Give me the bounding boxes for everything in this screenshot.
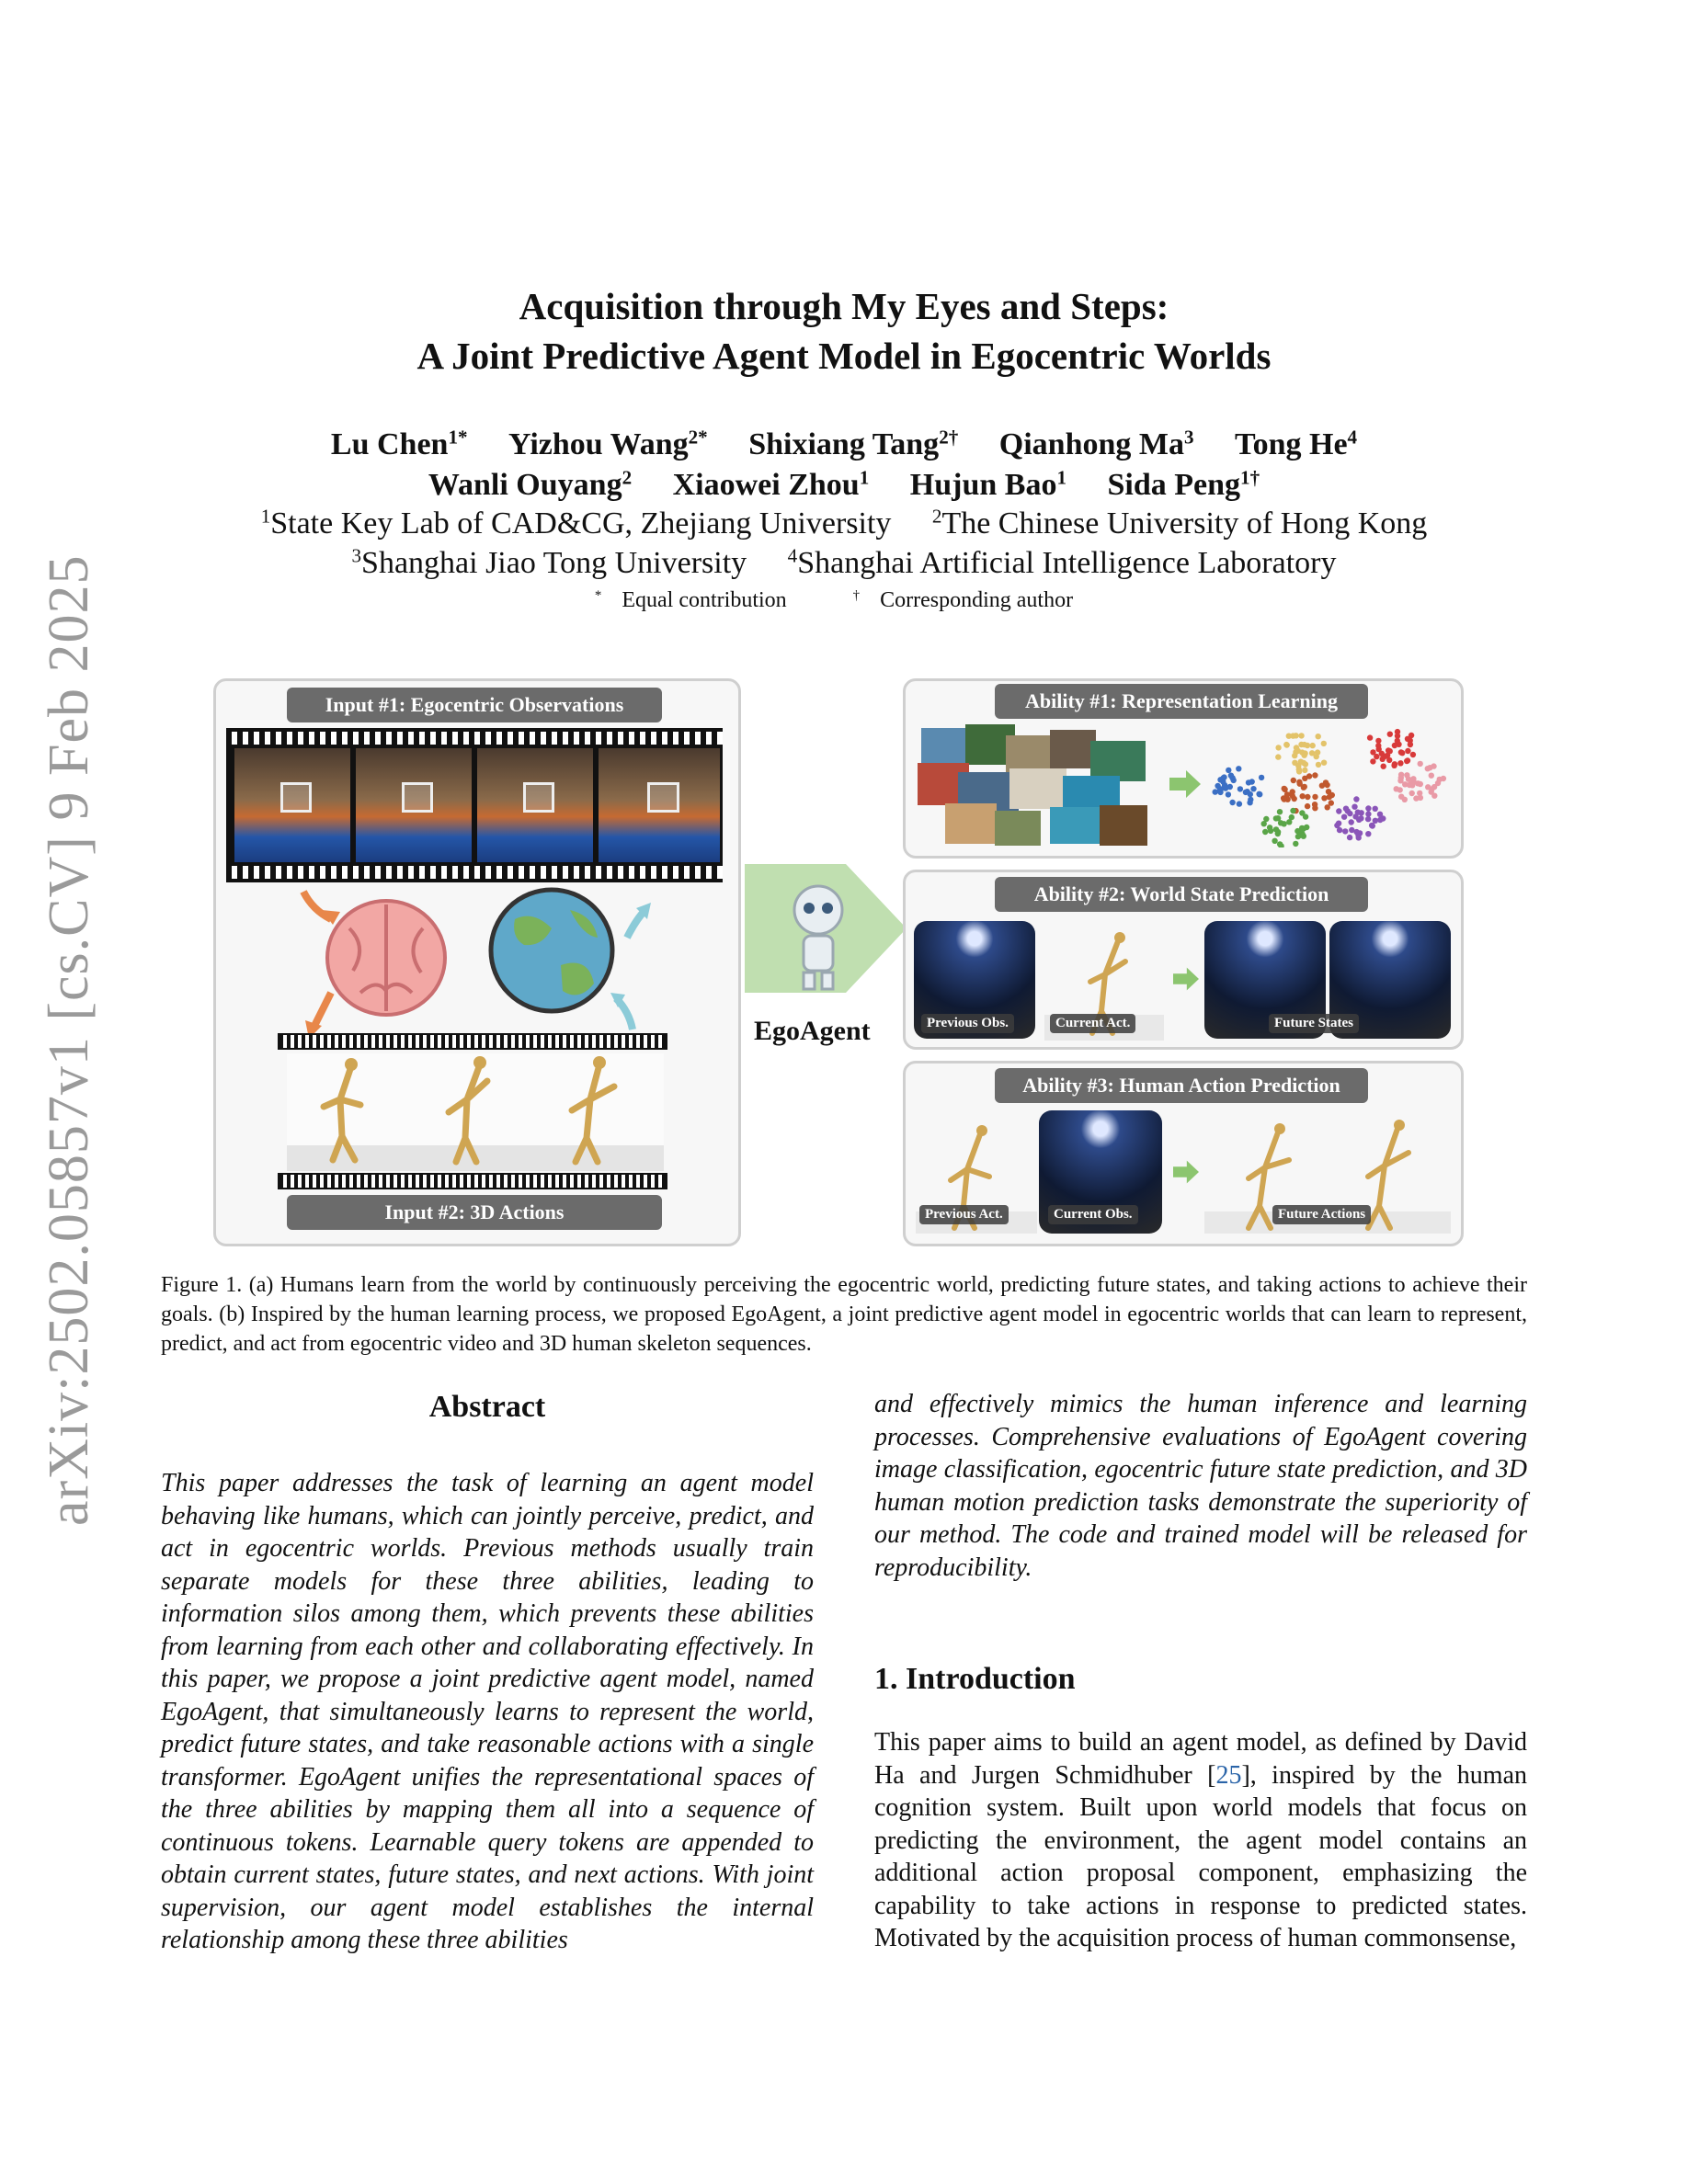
cluster-point xyxy=(1352,813,1358,819)
cluster-point xyxy=(1352,804,1357,810)
cluster-point xyxy=(1243,790,1249,795)
globe-icon xyxy=(491,890,612,1011)
cluster-point xyxy=(1305,803,1310,809)
video-frame xyxy=(474,748,593,862)
future-actions-label: Future Actions xyxy=(1272,1205,1371,1224)
cluster-point xyxy=(1293,733,1298,738)
figure-caption: Figure 1. (a) Humans learn from the world by continuously perceiving the egocentric world, predicting future states, and taking actions to achieve their goals. (b) Inspired by the human learning process, we proposed EgoAgent, a joint predictive agent model in egocentric worlds that can learn to represent, predict, and act from egocentric video and 3D human skeleton sequences. xyxy=(161,1273,1527,1356)
cluster-point xyxy=(1305,794,1310,800)
affiliation: $^1$State Key Lab of CAD&CG, Zhejiang University xyxy=(260,505,892,540)
cluster-point xyxy=(1326,789,1331,794)
cluster-point xyxy=(1226,791,1231,797)
affiliation-row-2 xyxy=(0,543,1688,583)
cluster-point xyxy=(1343,806,1349,812)
cluster-point xyxy=(1385,753,1390,758)
feature-clusters xyxy=(1201,719,1449,847)
author: Sida Peng$^{1\dagger}$ xyxy=(1107,466,1260,502)
cluster-point xyxy=(1259,775,1264,780)
cluster-point xyxy=(1250,786,1256,791)
cluster-point xyxy=(1323,779,1329,785)
cluster-point xyxy=(1397,787,1403,792)
egoagent-label: EgoAgent xyxy=(754,1016,871,1046)
cluster-point xyxy=(1353,829,1359,835)
cluster-point xyxy=(1408,738,1413,744)
introduction-text: This paper aims to build an agent model, as defined by David Ha and Jurgen Schmidhuber [25], inspired by the human cognition system. Built upon world models that focus on predicting the environment, the agent model contains an additional action proposal component, emphasizing the capability to take actions in response to predicted states. Motivated by the acquisition process of human commonsense, xyxy=(874,1728,1527,1952)
cluster-point xyxy=(1418,761,1423,767)
cluster-point xyxy=(1373,806,1378,812)
author: Wanli Ouyang$^2$ xyxy=(428,466,633,502)
author: Shixiang Tang$^{2\dagger}$ xyxy=(748,426,959,461)
cluster-point xyxy=(1312,805,1317,811)
current-act-label: Current Act. xyxy=(1050,1014,1135,1033)
egocentric-filmstrip xyxy=(226,728,723,882)
cluster-point xyxy=(1392,743,1397,748)
cluster-point xyxy=(1306,773,1312,779)
cluster-point xyxy=(1277,809,1283,814)
cluster-point xyxy=(1337,827,1342,833)
cluster-point xyxy=(1275,831,1281,836)
cluster-point xyxy=(1286,819,1292,825)
cluster-point xyxy=(1272,838,1277,844)
author: Hujun Bao$^1$ xyxy=(909,466,1066,502)
cluster-point xyxy=(1283,742,1289,747)
cluster-point xyxy=(1441,776,1446,781)
cluster-point xyxy=(1289,791,1295,797)
cluster-point xyxy=(1429,786,1434,791)
input-1-label: Input #1: Egocentric Observations xyxy=(287,688,662,722)
cluster-point xyxy=(1392,761,1397,767)
skeleton-sequence xyxy=(287,1053,664,1171)
citation-link[interactable]: 25 xyxy=(1215,1760,1242,1790)
cluster-point xyxy=(1405,748,1410,754)
ability-3-label: Ability #3: Human Action Prediction xyxy=(995,1068,1368,1103)
ability-1-label: Ability #1: Representation Learning xyxy=(995,684,1368,719)
previous-act-label: Previous Act. xyxy=(919,1205,1009,1224)
cluster-point xyxy=(1278,820,1283,825)
arrow-icon xyxy=(1169,770,1201,798)
cluster-point xyxy=(1237,801,1242,806)
cluster-point xyxy=(1294,745,1299,750)
cluster-point xyxy=(1365,816,1371,822)
abstract-text-continued: and effectively mimics the human inference and learning processes. Comprehensive evaluations of EgoAgent covering image classification, egocentric future state prediction, and 3D human motion prediction tasks demonstrate the superiority of our method. The code and trained model will be released for reproducibility. xyxy=(874,1390,1527,1582)
cluster-point xyxy=(1341,814,1347,820)
author: Xiaowei Zhou$^1$ xyxy=(672,466,870,502)
cluster-point xyxy=(1316,734,1321,739)
cluster-point xyxy=(1275,745,1281,750)
future-states-label: Future States xyxy=(1269,1014,1359,1033)
cluster-point xyxy=(1312,794,1317,800)
image-collage xyxy=(918,722,1158,846)
cluster-point xyxy=(1370,823,1375,828)
cluster-point xyxy=(1325,804,1330,810)
author: Lu Chen$^{1*}$ xyxy=(330,426,468,461)
cluster-point xyxy=(1296,768,1302,774)
cluster-point xyxy=(1373,818,1378,824)
cluster-point xyxy=(1226,768,1231,773)
cluster-point xyxy=(1418,781,1423,787)
cluster-point xyxy=(1342,828,1348,834)
cluster-point xyxy=(1277,841,1283,847)
cluster-point xyxy=(1336,808,1341,813)
cluster-point xyxy=(1300,833,1306,838)
cluster-point xyxy=(1229,800,1235,805)
video-frame xyxy=(353,748,472,862)
cluster-point xyxy=(1316,762,1321,768)
arrow-icon xyxy=(1173,1160,1199,1184)
cluster-point xyxy=(1257,791,1262,797)
cluster-point xyxy=(1213,789,1218,794)
cluster-point xyxy=(1387,732,1393,737)
abstract-text: This paper addresses the task of learning an agent model behaving like humans, which can jointly perceive, predict, and act in egocentric worlds. Previous methods usually train separate models for these three abilities, leading to information silos among them, which prevents these abilities from learning from each other and collaborating effectively. In this paper, we propose a joint predictive agent model, named EgoAgent, that simultaneously learns to represent the world, predict future states, and take reasonable actions with a single transformer. EgoAgent unifies the representational spaces of the three abilities by mapping them all into a sequence of continuous tokens. Learnable query tokens are appended to obtain current states, future states, and next actions. With joint supervision, our agent model establishes the internal relationship among these three abilities xyxy=(161,1469,814,1954)
cluster-point xyxy=(1299,749,1305,755)
cluster-point xyxy=(1425,766,1431,771)
cluster-point xyxy=(1327,794,1332,800)
arrow-icon xyxy=(1173,967,1199,991)
affiliation-row-1 xyxy=(0,504,1688,543)
cluster-point xyxy=(1261,821,1267,826)
cluster-point xyxy=(1302,742,1307,747)
cluster-point xyxy=(1409,733,1414,738)
equal-contribution-note: * Equal contribution xyxy=(594,587,787,612)
cluster-point xyxy=(1310,743,1316,748)
cluster-point xyxy=(1221,774,1226,779)
cluster-point xyxy=(1302,784,1307,790)
abstract-heading: Abstract xyxy=(428,1390,546,1424)
cluster-point xyxy=(1298,733,1304,738)
action-strip-bottom xyxy=(278,1173,667,1189)
affiliations xyxy=(0,504,1688,583)
cluster-point xyxy=(1404,758,1409,764)
action-strip-top xyxy=(278,1033,667,1050)
cluster-point xyxy=(1402,781,1408,787)
cluster-point xyxy=(1397,760,1403,766)
cluster-point xyxy=(1435,780,1441,786)
current-obs-label: Current Obs. xyxy=(1048,1205,1138,1224)
cluster-point xyxy=(1402,797,1408,802)
paper-title xyxy=(0,281,1688,381)
cluster-point xyxy=(1347,835,1352,840)
cluster-point xyxy=(1359,810,1364,815)
corresponding-author-note: † Corresponding author xyxy=(852,587,1074,612)
video-frame xyxy=(232,748,350,862)
cluster-point xyxy=(1353,796,1359,802)
cluster-point xyxy=(1312,772,1317,778)
ability-2-label: Ability #2: World State Prediction xyxy=(995,877,1368,912)
arxiv-stamp: arXiv:2502.05857v1 [cs.CV] 9 Feb 2025 xyxy=(38,554,100,1526)
cluster-point xyxy=(1321,741,1327,746)
cluster-point xyxy=(1365,805,1371,811)
cluster-point xyxy=(1273,815,1279,821)
cluster-point xyxy=(1303,813,1308,819)
cluster-point xyxy=(1228,773,1234,779)
author: Tong He$^4$ xyxy=(1235,426,1358,461)
cluster-point xyxy=(1304,825,1309,830)
author-row-1 xyxy=(0,425,1688,465)
affiliation: $^3$Shanghai Jiao Tong University xyxy=(351,544,747,580)
author: Qianhong Ma$^3$ xyxy=(998,426,1194,461)
author-list xyxy=(0,425,1688,506)
cluster-point xyxy=(1275,754,1281,759)
cluster-point xyxy=(1314,754,1319,759)
cluster-point xyxy=(1218,786,1224,791)
author-notes xyxy=(0,588,1688,613)
cluster-point xyxy=(1431,763,1436,768)
cluster-point xyxy=(1321,760,1327,766)
cluster-point xyxy=(1349,819,1354,825)
cluster-point xyxy=(1365,831,1371,836)
cluster-point xyxy=(1268,828,1273,834)
cluster-point xyxy=(1410,752,1416,757)
cluster-point xyxy=(1386,747,1391,753)
author-row-2 xyxy=(0,465,1688,506)
cluster-point xyxy=(1399,750,1405,756)
input-2-label: Input #2: 3D Actions xyxy=(287,1195,662,1230)
cluster-point xyxy=(1302,768,1307,773)
cluster-point xyxy=(1370,749,1375,755)
title-line-1: Acquisition through My Eyes and Steps: xyxy=(519,285,1169,327)
cluster-point xyxy=(1293,841,1298,847)
cluster-point xyxy=(1410,776,1416,781)
cluster-point xyxy=(1429,773,1434,779)
cluster-point xyxy=(1301,760,1306,766)
cluster-point xyxy=(1398,772,1404,778)
cluster-point xyxy=(1227,784,1233,790)
cluster-point xyxy=(1381,764,1386,769)
cluster-point xyxy=(1262,829,1268,835)
cluster-point xyxy=(1365,811,1371,816)
cluster-point xyxy=(1358,815,1363,821)
section-heading: 1. Introduction xyxy=(874,1662,1076,1696)
cluster-point xyxy=(1292,753,1297,758)
robot-icon xyxy=(794,886,842,934)
cluster-point xyxy=(1249,779,1255,784)
cluster-point xyxy=(1237,786,1243,791)
cluster-point xyxy=(1281,795,1286,801)
title-line-2: A Joint Predictive Agent Model in Egocentric Worlds xyxy=(416,335,1272,377)
affiliation: $^4$Shanghai Artificial Intelligence Laboratory xyxy=(787,544,1337,580)
egoagent-robot-illustration xyxy=(736,855,907,1011)
cluster-point xyxy=(1291,778,1296,783)
cluster-point xyxy=(1286,734,1292,739)
cluster-point xyxy=(1367,734,1373,740)
cluster-point xyxy=(1395,729,1400,734)
cluster-point xyxy=(1370,758,1375,764)
cluster-point xyxy=(1290,808,1295,813)
cluster-point xyxy=(1248,797,1253,802)
cluster-point xyxy=(1418,795,1423,801)
brain-world-illustration xyxy=(276,882,680,1048)
cluster-point xyxy=(1300,793,1306,799)
cluster-point xyxy=(1347,811,1352,816)
cluster-point xyxy=(1409,791,1415,796)
cluster-point xyxy=(1321,795,1327,801)
video-frame xyxy=(596,748,720,862)
previous-obs-label: Previous Obs. xyxy=(921,1014,1014,1033)
cluster-point xyxy=(1295,763,1301,768)
cluster-point xyxy=(1236,766,1241,771)
cluster-point xyxy=(1375,743,1381,748)
author: Yizhou Wang$^{2*}$ xyxy=(508,426,708,461)
cluster-point xyxy=(1282,786,1287,791)
cluster-point xyxy=(1380,815,1386,821)
affiliation: $^2$The Chinese University of Hong Kong xyxy=(931,505,1428,540)
